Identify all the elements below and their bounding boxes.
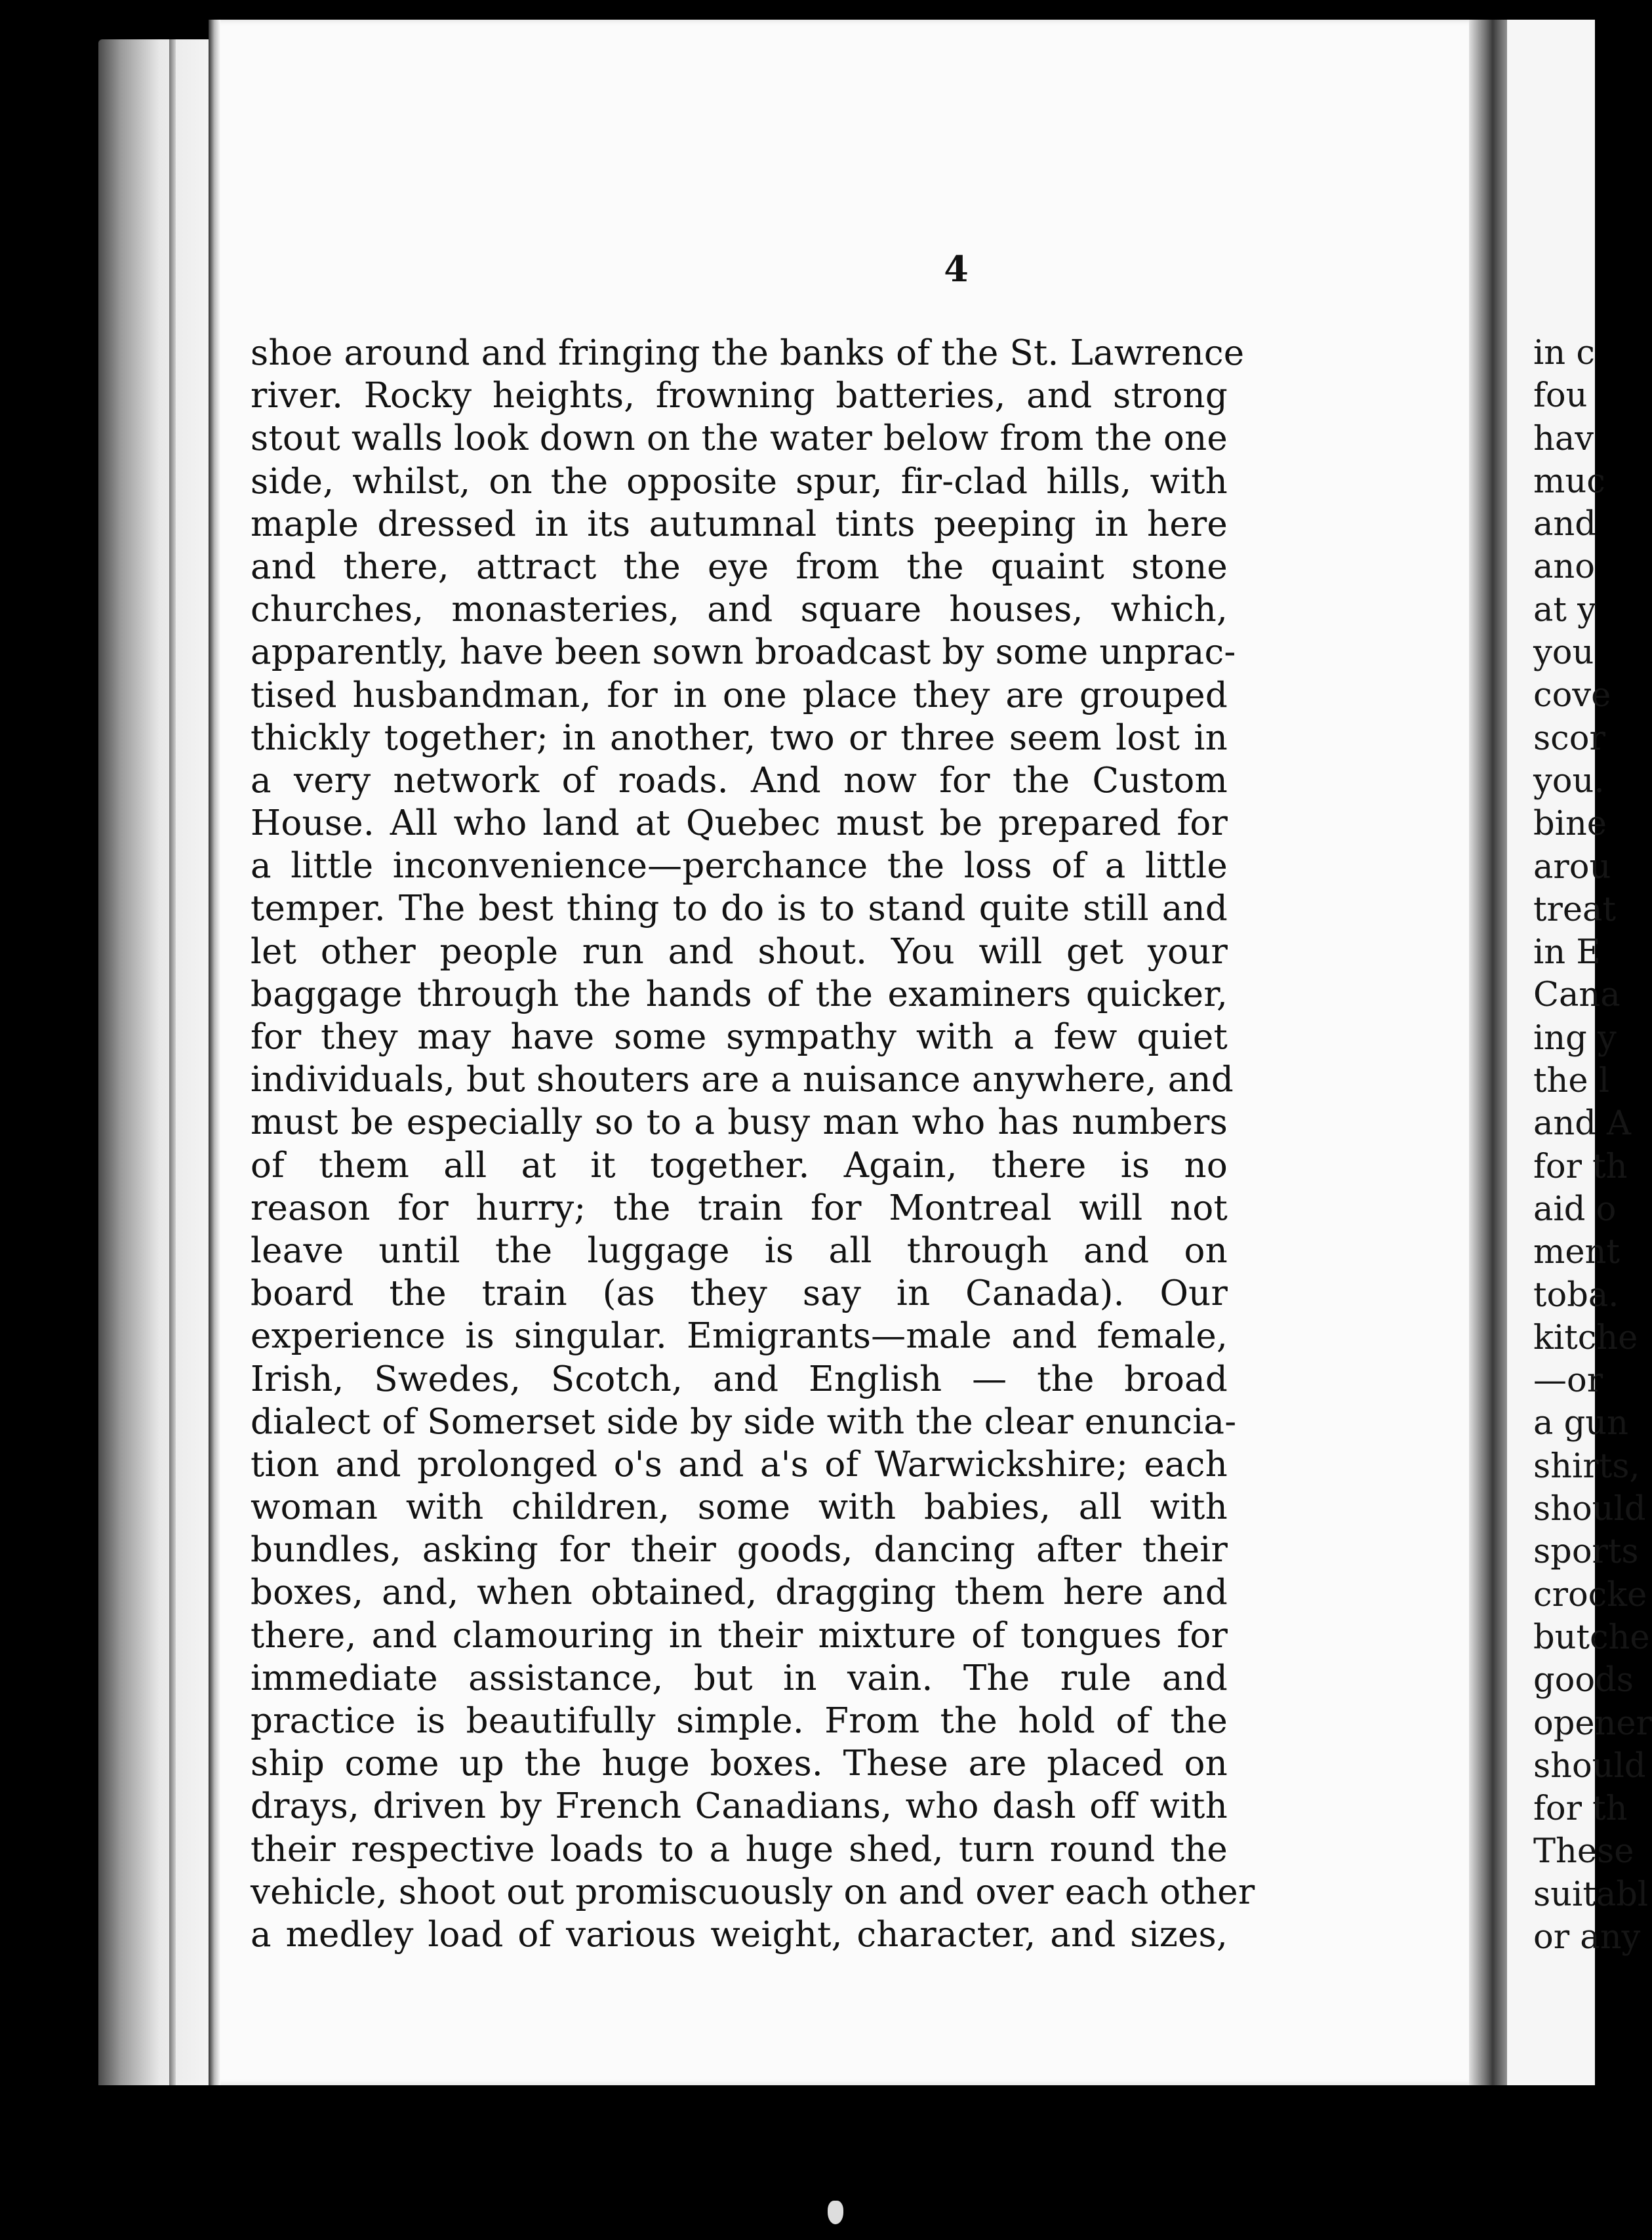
next-page-line: kitche <box>1533 1318 1638 1357</box>
next-page-line: should <box>1533 1746 1646 1786</box>
next-page-line: fou <box>1533 376 1588 416</box>
text-line: thickly together; in another, two or three seem lost in <box>251 717 1228 758</box>
text-line: maple dressed in its autumnal tints peeping in here <box>251 504 1228 544</box>
next-page-line: in c <box>1533 334 1595 372</box>
text-line: temper. The best thing to do is to stand quite still and <box>251 889 1228 929</box>
text-line: boxes, and, when obtained, dragging them here and <box>251 1572 1228 1613</box>
text-line: shoe around and fringing the banks of the St. Lawrence <box>251 333 1245 373</box>
text-line: there, and clamouring in their mixture of tongues for <box>251 1615 1228 1656</box>
text-line: House. All who land at Quebec must be prepared for <box>251 803 1228 844</box>
text-line: churches, monasteries, and square houses, which, <box>251 590 1228 630</box>
next-page-line: the l <box>1533 1062 1610 1101</box>
book-gutter <box>1469 20 1508 2085</box>
text-line: leave until the luggage is all through and on <box>251 1230 1228 1271</box>
next-page-line: you <box>1533 633 1594 673</box>
text-line: tised husbandman, for in one place they are grouped <box>251 675 1228 715</box>
next-page-line: goods <box>1533 1661 1634 1700</box>
next-page-line: in E <box>1533 933 1601 972</box>
next-page-line: suitabl <box>1533 1875 1649 1914</box>
next-page-line: ment <box>1533 1233 1620 1272</box>
next-page-line: a gun <box>1533 1404 1628 1443</box>
next-page-line: for th <box>1533 1147 1628 1186</box>
next-page-line: hav <box>1533 419 1594 458</box>
text-line: dialect of Somerset side by side with the clear enuncia- <box>251 1401 1237 1442</box>
next-page-line: at y <box>1533 590 1596 630</box>
next-page-line: butche <box>1533 1618 1650 1657</box>
text-line: their respective loads to a huge shed, turn round the <box>251 1829 1228 1870</box>
text-line: apparently, have been sown broadcast by some unprac- <box>251 632 1236 673</box>
next-page-line: bine <box>1533 805 1607 844</box>
next-page-line: or any <box>1533 1917 1641 1957</box>
next-page-line: and <box>1533 505 1596 544</box>
text-line: side, whilst, on the opposite spur, fir-clad hills, with <box>251 461 1228 502</box>
next-page-line: cove <box>1533 676 1611 715</box>
next-page-line: aid o <box>1533 1190 1617 1229</box>
previous-page-edge <box>98 39 210 2118</box>
next-page-line: ing y <box>1533 1018 1617 1058</box>
text-line: experience is singular. Emigrants—male and female, <box>251 1316 1228 1357</box>
text-line: bundles, asking for their goods, dancing after their <box>251 1530 1228 1570</box>
text-line: vehicle, shoot out promiscuously on and over each other <box>251 1871 1255 1912</box>
text-line: baggage through the hands of the examiners quicker, <box>251 974 1228 1014</box>
text-line: for they may have some sympathy with a few quiet <box>251 1017 1228 1057</box>
text-line: river. Rocky heights, frowning batteries, and strong <box>251 376 1228 416</box>
next-page-line: crocke <box>1533 1575 1647 1614</box>
text-line: individuals, but shouters are a nuisance anywhere, and <box>251 1060 1234 1100</box>
next-page-line: shirts, <box>1533 1447 1640 1486</box>
next-page-line: Cana <box>1533 976 1621 1015</box>
next-page-line: you. <box>1533 761 1605 801</box>
next-page-line: ano <box>1533 548 1595 587</box>
text-line: Irish, Swedes, Scotch, and English — the broad <box>251 1359 1228 1399</box>
page-number: 4 <box>944 248 969 290</box>
page-body-text <box>251 332 1255 1956</box>
scan-background <box>0 2085 1595 2240</box>
text-line: woman with children, some with babies, all with <box>251 1487 1228 1528</box>
next-page-text <box>1533 332 1652 1959</box>
text-line: a medley load of various weight, character, and sizes, <box>251 1914 1228 1955</box>
next-page-line: arou <box>1533 847 1611 887</box>
text-line: of them all at it together. Again, there is no <box>251 1145 1228 1186</box>
text-line: tion and prolonged o's and a's of Warwickshire; each <box>251 1444 1228 1485</box>
text-line: board the train (as they say in Canada). Our <box>251 1273 1228 1314</box>
next-page-fragment <box>1507 20 1652 2105</box>
text-line: let other people run and shout. You will get your <box>251 931 1228 972</box>
next-page-line: muc <box>1533 462 1605 501</box>
text-line: practice is beautifully simple. From the hold of the <box>251 1701 1228 1741</box>
text-line: stout walls look down on the water below from the one <box>251 418 1228 459</box>
text-line: a little inconvenience—perchance the loss of a little <box>251 846 1228 887</box>
next-page-line: sports <box>1533 1532 1639 1572</box>
next-page-line: —or <box>1533 1361 1603 1401</box>
next-page-line: toba. <box>1533 1275 1619 1315</box>
text-line: ship come up the huge boxes. These are placed on <box>251 1744 1228 1784</box>
next-page-line: and A <box>1533 1104 1631 1144</box>
text-line: reason for hurry; the train for Montreal will not <box>251 1188 1228 1228</box>
text-line: and there, attract the eye from the quaint stone <box>251 546 1228 587</box>
next-page-line: scor <box>1533 719 1605 758</box>
text-line: immediate assistance, but in vain. The rule and <box>251 1658 1228 1698</box>
next-page-line: treat <box>1533 890 1616 929</box>
scan-blemish <box>828 2201 843 2224</box>
text-line: must be especially so to a busy man who has numbers <box>251 1102 1228 1143</box>
text-line: a very network of roads. And now for the Custom <box>251 760 1228 801</box>
next-page-line: for th <box>1533 1790 1628 1829</box>
next-page-line: These <box>1533 1832 1634 1871</box>
next-page-line: should <box>1533 1490 1646 1529</box>
text-line: drays, driven by French Canadians, who dash off with <box>251 1786 1228 1827</box>
next-page-line: opener <box>1533 1704 1652 1743</box>
